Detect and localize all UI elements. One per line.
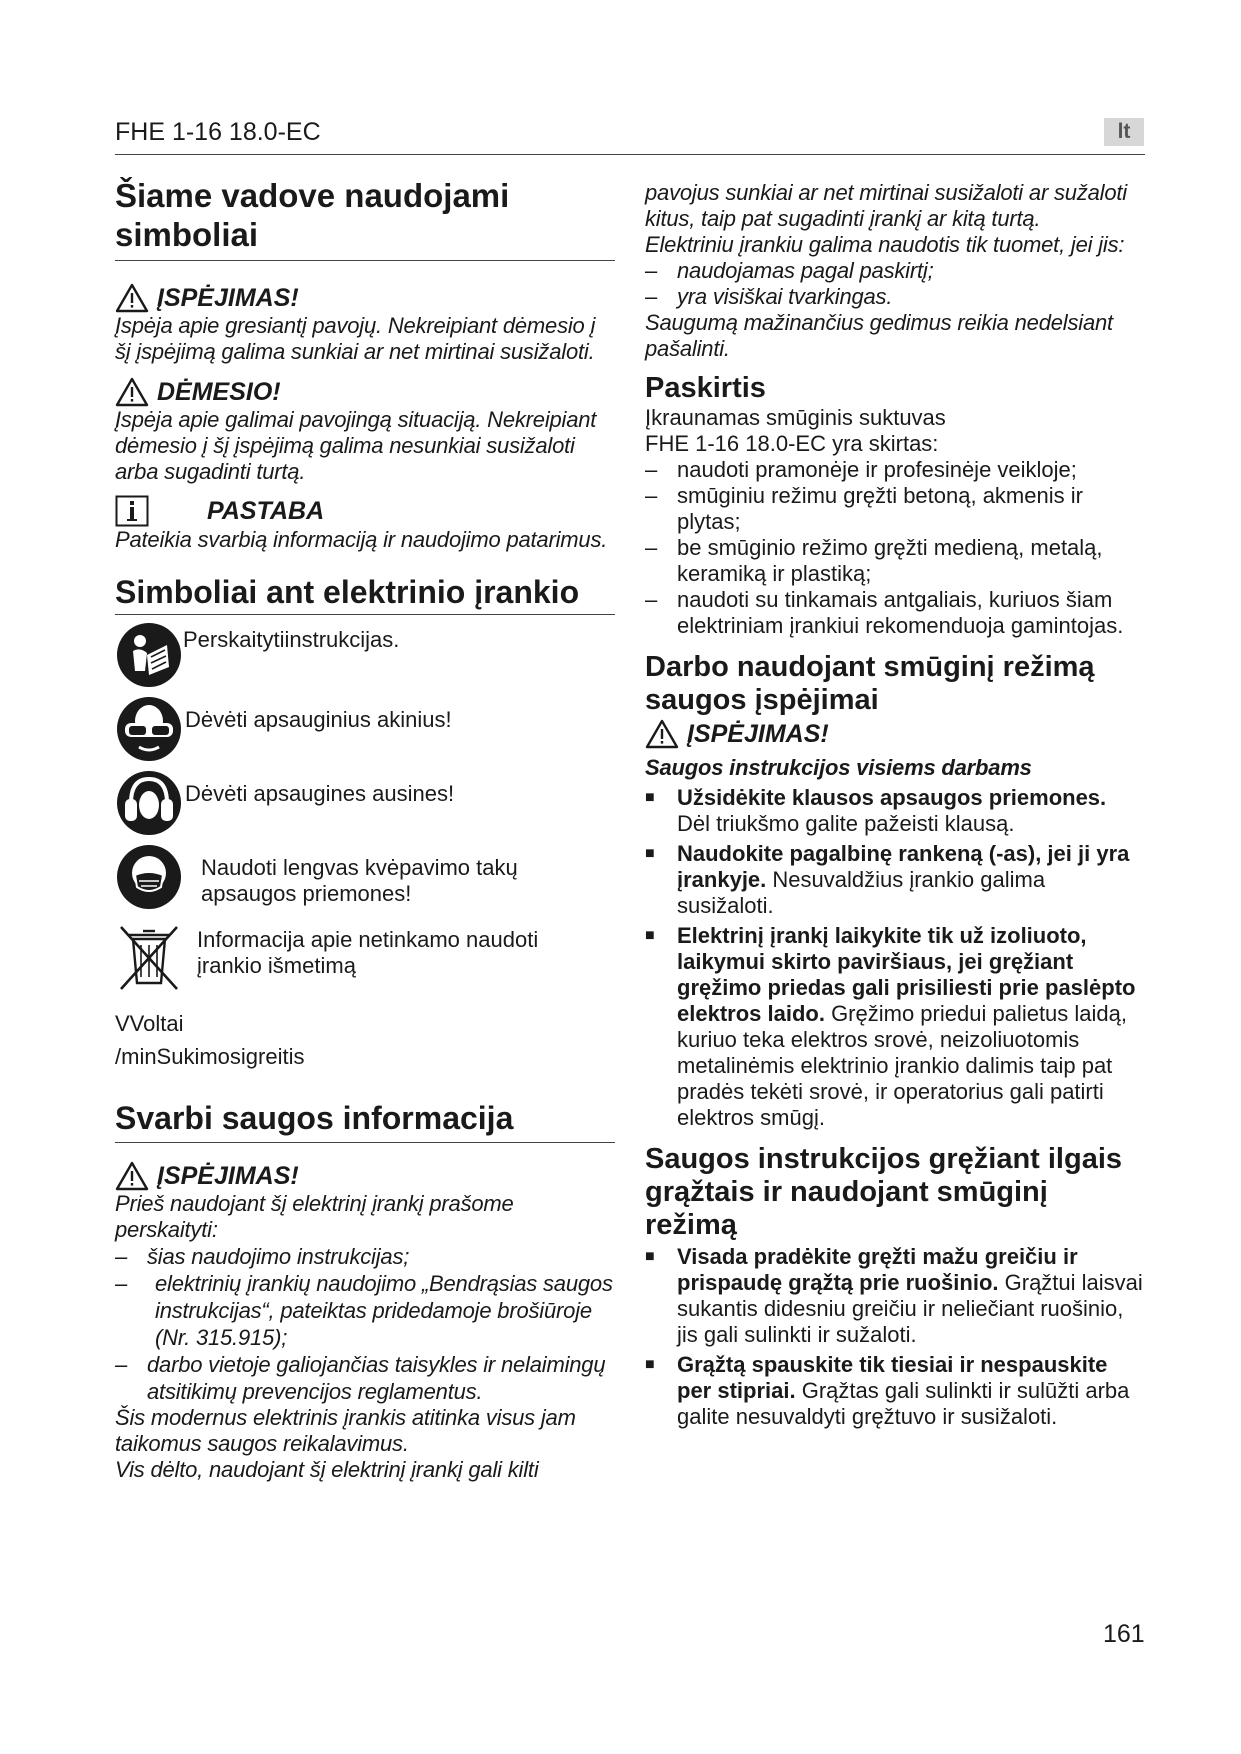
ear-protection-icon xyxy=(115,769,183,837)
hammer-safety-title: Darbo naudojant smūginį režimą saugos įspėjimai xyxy=(645,651,1095,716)
section-title-tool-symbols: Simboliai ant elektrinio įrankio xyxy=(115,573,615,615)
section-title-safety: Svarbi saugos informacija xyxy=(115,1099,615,1143)
warning-triangle-icon xyxy=(115,283,149,313)
purpose-intro-2: FHE 1-16 18.0-EC yra skirtas: xyxy=(645,431,939,456)
purpose-title: Paskirtis xyxy=(645,372,766,404)
respiratory-mask-icon xyxy=(115,843,183,911)
warning-triangle-icon xyxy=(115,1161,149,1191)
warning2-intro: Prieš naudojant šį elektrinį įrankį prašome perskaityti: xyxy=(115,1191,514,1242)
safety-goggles-icon xyxy=(115,695,183,763)
rule-item: ■ Užsidėkite klausos apsaugos priemones. Dėl triukšmo galite pažeisti klausą. xyxy=(645,785,1107,836)
note-title: PASTABA xyxy=(207,497,325,525)
continued-text-2: Elektriniu įrankiu galima naudotis tik tuomet, jei jis: xyxy=(645,232,1125,257)
continued-text-3: Saugumą mažinančius gedimus reikia nedelsiant pašalinti. xyxy=(645,310,1113,361)
symbol-text-disposal: Informacija apie netinkamo naudoti įrankio išmetimą xyxy=(197,927,539,978)
symbol-row-disposal xyxy=(115,921,615,997)
symbol-row-mask xyxy=(115,843,615,917)
long-rule-item: ■ Visada pradėkite gręžti mažu greičiu ir prispaudę grąžtą prie ruošinio. Grąžtui laisvai sukantis didesniu greičiu ir neliečiant ruošinio, jis gali sulinkti ir sužaloti. xyxy=(645,1244,1143,1347)
symbol-row-ear xyxy=(115,769,615,839)
right-column xyxy=(645,180,1145,1430)
closing-text-1: Šis modernus elektrinis įrankis atitinka visus jam taikomus saugos reikalavimus. xyxy=(115,1405,576,1456)
warning2-title: ĮSPĖJIMAS! xyxy=(157,1162,299,1190)
header-model: FHE 1-16 18.0-EC xyxy=(115,118,321,146)
crossed-bin-icon xyxy=(115,921,183,993)
note-text: Pateikia svarbią informaciją ir naudojimo patarimus. xyxy=(115,527,608,552)
language-badge: lt xyxy=(1104,118,1144,146)
read-item: – darbo vietoje galiojančias taisykles ir nelaimingų atsitikimų prevencijos reglamentus. xyxy=(115,1352,606,1404)
read-item: – šias naudojimo instrukcijas; xyxy=(115,1244,410,1269)
warning-triangle-icon xyxy=(645,719,679,749)
volts-line: VVoltai xyxy=(115,1011,184,1036)
condition-item: – naudojamas pagal paskirtį; xyxy=(645,258,934,283)
symbol-text-ear: Dėvėti apsaugines ausines! xyxy=(185,781,455,806)
read-manual-icon xyxy=(115,621,183,689)
symbol-row-read xyxy=(115,621,615,691)
purpose-item: – be smūginio režimo gręžti medieną, metalą, keramiką ir plastiką; xyxy=(645,535,1103,586)
purpose-item: – naudoti su tinkamais antgaliais, kuriuos šiam elektriniam įrankiui rekomenduoja gamintojas. xyxy=(645,587,1124,638)
continued-text-1: pavojus sunkiai ar net mirtinai susižaloti ar sužaloti kitus, taip pat sugadinti įrankį ar kitą turtą. xyxy=(645,180,1127,231)
left-column xyxy=(115,176,615,1483)
purpose-item: – naudoti pramonėje ir profesinėje veikloje; xyxy=(645,457,1077,482)
warning-text: Įspėja apie gresiantį pavojų. Nekreipiant dėmesio į šį įspėjimą galima sunkiai ar net mirtinai susižaloti. xyxy=(115,313,596,364)
caution-block xyxy=(115,377,615,485)
caution-text: Įspėja apie galimai pavojingą situaciją. Nekreipiant dėmesio į šį įspėjimą galima nesunkiai susižaloti arba sugadinti turtą. xyxy=(115,407,597,484)
rule-item: ■ Naudokite pagalbinę rankeną (-as), jei ji yra įrankyje. Nesuvaldžius įrankio galima susižaloti. xyxy=(645,841,1130,918)
all-work-subtitle: Saugos instrukcijos visiems darbams xyxy=(645,755,1032,780)
warning2-block xyxy=(115,1161,615,1483)
symbol-text-mask: Naudoti lengvas kvėpavimo takų apsaugos priemones! xyxy=(201,855,518,906)
condition-item: – yra visiškai tvarkingas. xyxy=(645,284,893,309)
warning3-title: ĮSPĖJIMAS! xyxy=(687,720,829,748)
symbol-row-goggles xyxy=(115,695,615,765)
purpose-intro-1: Įkraunamas smūginis suktuvas xyxy=(645,405,946,430)
warning-block xyxy=(115,283,615,365)
caution-triangle-icon xyxy=(115,377,149,407)
symbol-text-read: Perskaitytiinstrukcijas. xyxy=(183,627,400,652)
speed-line: /minSukimosigreitis xyxy=(115,1044,305,1069)
closing-text-2: Vis dėlto, naudojant šį elektrinį įrankį gali kilti xyxy=(115,1457,539,1482)
long-rule-item: ■ Grąžtą spauskite tik tiesiai ir nespauskite per stipriai. Grąžtas gali sulinkti ir sulūžti arba galite nesuvaldyti gręžtuvo ir susižaloti. xyxy=(645,1352,1130,1429)
long-drill-title: Saugos instrukcijos gręžiant ilgais grąžtais ir naudojant smūginį režimą xyxy=(645,1143,1123,1241)
caution-title: DĖMESIO! xyxy=(157,378,281,406)
symbol-text-goggles: Dėvėti apsauginius akinius! xyxy=(185,707,452,732)
page-number: 161 xyxy=(1103,1620,1145,1648)
purpose-item: – smūginiu režimu gręžti betoną, akmenis ir plytas; xyxy=(645,483,1083,534)
note-block xyxy=(115,495,615,553)
read-item: – elektrinių įrankių naudojimo „Bendrąsias saugos instrukcijas“, pateiktas pridedamoje brošiūroje (Nr. 315.915); xyxy=(115,1271,613,1350)
header-rule xyxy=(115,154,1145,155)
rule-item: ■ Elektrinį įrankį laikykite tik už izoliuoto, laikymui skirto paviršiaus, jei gręžiant gręžimo priedas gali prisiliesti prie paslėpto elektros laido. Gręžimo priedui palietus laidą, kuriuo teka elektros srovė, neizoliuotomis metalinėmis elektrinio įrankio dalimis taip pat pradės tekėti srovė, ir operatorius gali patirti elektros smūgį. xyxy=(645,923,1136,1130)
warning-title: ĮSPĖJIMAS! xyxy=(157,284,299,312)
section-title-symbols: Šiame vadove naudojami simboliai xyxy=(115,176,615,261)
info-icon xyxy=(115,495,149,527)
